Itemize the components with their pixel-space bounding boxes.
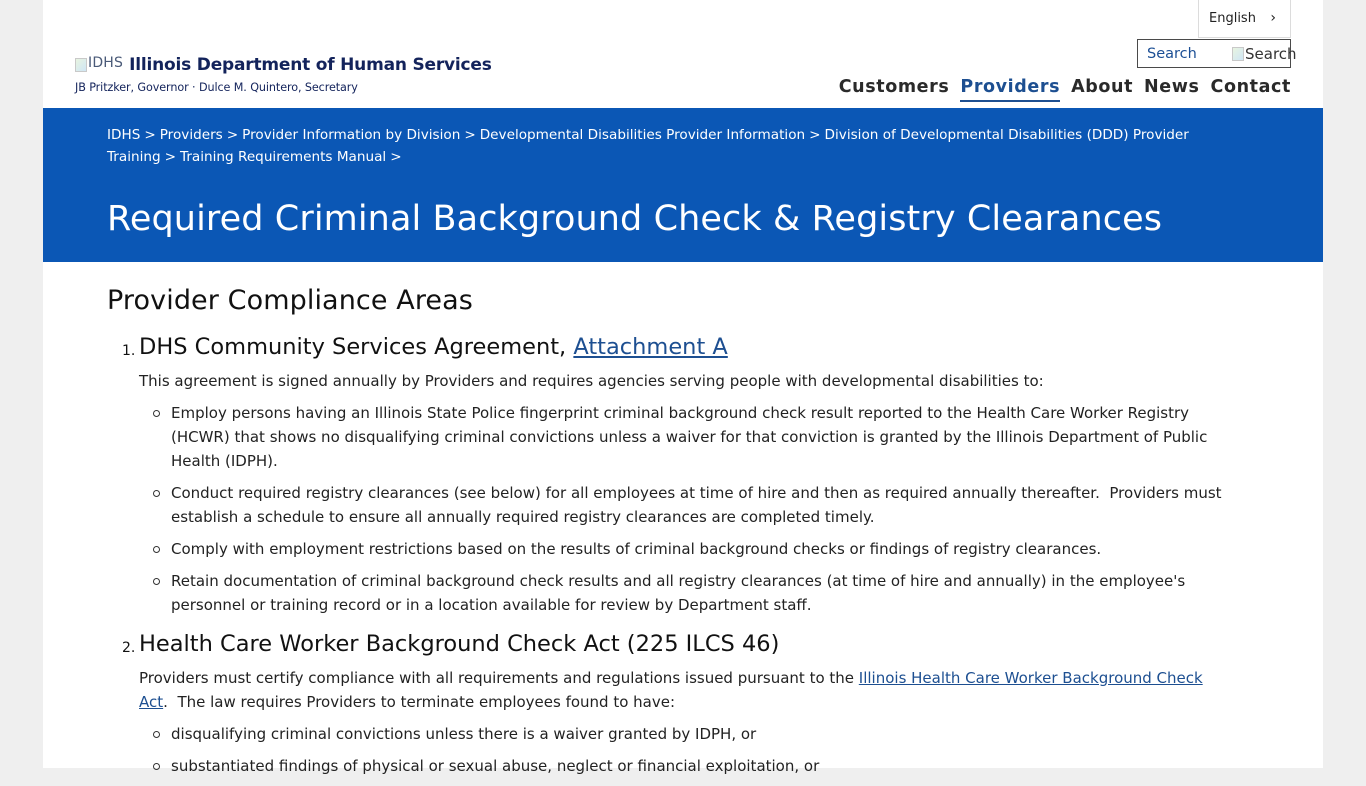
breadcrumb-ddd-provider-training[interactable]: Division of Developmental Disabilities (DDD) Provider Training [107,127,1189,165]
breadcrumb-providers[interactable]: Providers [159,127,223,143]
chevron-right-icon: › [1270,10,1276,26]
language-label: English [1209,11,1256,26]
main-nav [839,77,1291,102]
termination-reasons-list [171,722,1237,778]
breadcrumb-training-requirements-manual[interactable]: Training Requirements Manual [180,148,387,165]
breadcrumb-separator: > [464,127,476,143]
breadcrumb-idhs[interactable]: IDHS [107,127,141,143]
list-item: substantiated findings of physical or sexual abuse, neglect or financial exploitation, or [171,754,1237,778]
search-icon [1232,47,1244,61]
logo-link[interactable] [75,55,492,75]
breadcrumb-dd-provider-info[interactable]: Developmental Disabilities Provider Information [479,127,806,143]
broken-image-icon [75,58,87,72]
page-banner [43,108,1323,262]
attachment-a-link[interactable]: Attachment A [573,334,728,360]
compliance-item-1 [107,334,1237,617]
search-button[interactable] [1232,45,1297,63]
search-input[interactable] [1147,46,1225,62]
section-heading: Provider Compliance Areas [107,285,473,316]
nav-contact[interactable]: Contact [1210,77,1291,97]
idhs-logo [75,55,123,71]
item-title: Health Care Worker Background Check Act (225 ILCS 46) [139,631,780,657]
language-selector[interactable] [1198,0,1291,38]
search-box [1137,39,1297,68]
breadcrumb-separator: > [809,127,821,143]
logo-alt-text: IDHS [88,55,124,71]
item-intro: This agreement is signed annually by Providers and requires agencies serving people with developmental disabilities to: [139,372,1044,390]
nav-customers[interactable]: Customers [838,77,950,97]
breadcrumb-separator: > [226,127,239,143]
site-header [43,0,1323,108]
nav-providers[interactable]: Providers [960,77,1060,102]
intro-text: Providers must certify compliance with all requirements and regulations issued pursuant to the [139,669,859,687]
org-name: Illinois Department of Human Services [129,55,492,75]
item-title-text: DHS Community Services Agreement, [139,334,574,360]
breadcrumb [107,125,1237,168]
main-content [107,285,1237,786]
item-title [139,334,1237,360]
list-item: disqualifying criminal convictions unless there is a waiver granted by IDPH, or [171,722,1237,746]
list-item: Conduct required registry clearances (see below) for all employees at time of hire and then as required annually thereafter. Providers must establish a schedule to ensure all annually required registry clearances are completed timely. [171,481,1237,529]
intro-text: . The law requires Providers to terminate employees found to have: [163,693,676,711]
breadcrumb-provider-info-by-division[interactable]: Provider Information by Division [242,127,461,143]
item-intro [139,666,1237,714]
page-title: Required Criminal Background Check & Registry Clearances [107,199,1163,239]
item-number: 2. [122,640,136,656]
breadcrumb-separator: > [390,148,402,165]
list-item: Employ persons having an Illinois State Police fingerprint criminal background check result reported to the Health Care Worker Registry (HCWR) that shows no disqualifying criminal convictions unless a waiver for that conviction is granted by the Illinois Department of Public Health (IDPH). [171,401,1237,473]
item-number: 1. [122,343,136,359]
nav-about[interactable]: About [1071,77,1134,97]
nav-news[interactable]: News [1144,77,1200,97]
breadcrumb-separator: > [144,127,156,143]
officials-line: JB Pritzker, Governor · Dulce M. Quintero, Secretary [75,81,358,94]
breadcrumb-separator: > [164,148,177,165]
hcw-background-check-act-link[interactable]: Illinois Health Care Worker Background Check Act [139,669,1203,711]
list-item: Comply with employment restrictions based on the results of criminal background checks or findings of registry clearances. [171,537,1237,561]
requirements-list [171,401,1237,617]
list-item: Retain documentation of criminal background check results and all registry clearances (at time of hire and annually) in the employee's personnel or training record or in a location available for review by Department staff. [171,569,1237,617]
search-button-alt: Search [1245,44,1297,63]
page-container [43,0,1323,775]
compliance-item-2 [107,631,1237,778]
